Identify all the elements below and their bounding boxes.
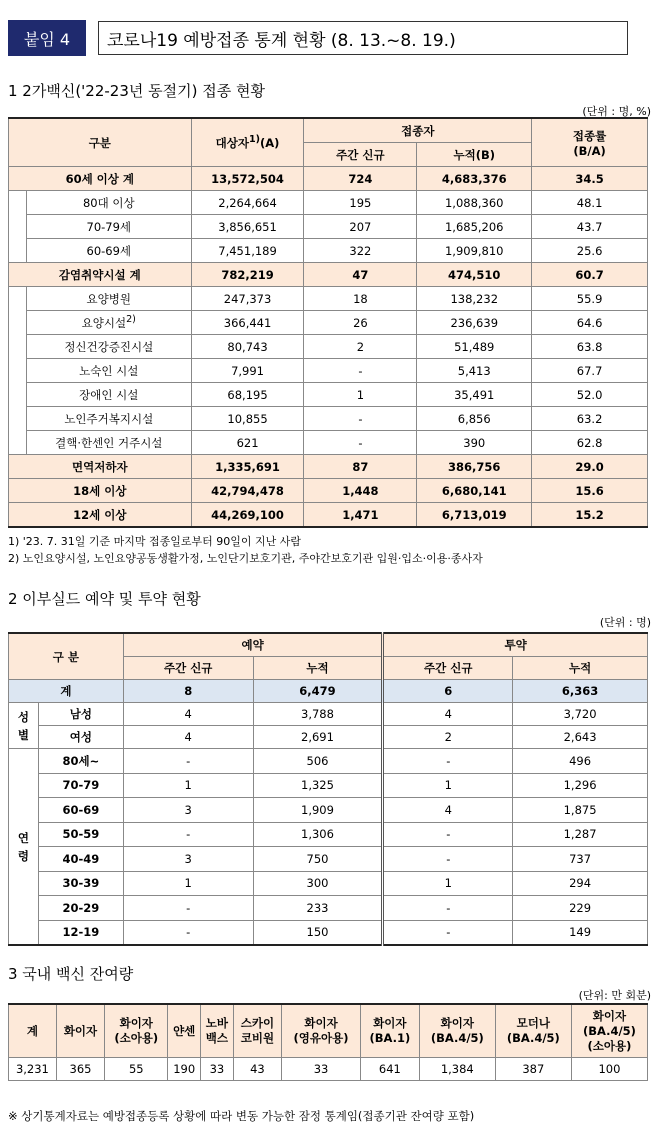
cell-a-cum: 1,287	[513, 822, 648, 847]
cell-rate: 43.7	[532, 215, 648, 239]
indent-cell	[9, 407, 27, 431]
cell-rate: 67.7	[532, 359, 648, 383]
table-row	[9, 798, 648, 823]
cell-a-weekly: -	[383, 896, 513, 921]
cell-weekly: 87	[304, 455, 417, 479]
cell-target: 42,794,478	[191, 479, 304, 503]
cell-r-cum: 506	[253, 749, 383, 774]
table-row	[9, 191, 648, 215]
cell-rate: 63.8	[532, 335, 648, 359]
cell-rate: 48.1	[532, 191, 648, 215]
cell-a-weekly: 4	[383, 798, 513, 823]
cell-a-weekly: -	[383, 749, 513, 774]
cell-target: 10,855	[191, 407, 304, 431]
cell-cum: 5,413	[417, 359, 532, 383]
cell-target: 13,572,504	[191, 167, 304, 191]
cell-r-weekly: -	[123, 749, 253, 774]
section3-unit: (단위: 만 회분)	[578, 989, 651, 1002]
cell-a-weekly: -	[383, 847, 513, 872]
cell-target: 782,219	[191, 263, 304, 287]
indent-cell	[9, 383, 27, 407]
section1-notes	[8, 533, 483, 567]
table-row	[9, 703, 648, 726]
row-label: 20-29	[38, 896, 123, 921]
cell-r-cum: 6,479	[253, 680, 383, 703]
cell-cum: 390	[417, 431, 532, 455]
table-row	[9, 239, 648, 263]
cell-rate: 63.2	[532, 407, 648, 431]
note-2: 2) 노인요양시설, 노인요양공동생활가정, 노인단기보호기관, 주야간보호기관 입원·입소·이용·종사자	[8, 552, 483, 565]
cell-cum: 138,232	[417, 287, 532, 311]
cell-weekly: 1,448	[304, 479, 417, 503]
cell-cum: 35,491	[417, 383, 532, 407]
cell-rate: 15.2	[532, 503, 648, 528]
table-row	[9, 822, 648, 847]
stock-value: 43	[233, 1058, 281, 1081]
cell-rate: 52.0	[532, 383, 648, 407]
cell-r-cum: 2,691	[253, 726, 383, 749]
cell-weekly: 2	[304, 335, 417, 359]
cell-cum: 51,489	[417, 335, 532, 359]
stock-header: 얀센	[168, 1004, 201, 1058]
cell-r-cum: 233	[253, 896, 383, 921]
table-row	[9, 359, 648, 383]
cell-target: 7,451,189	[191, 239, 304, 263]
cell-weekly: 322	[304, 239, 417, 263]
row-label: 70-79세	[26, 215, 191, 239]
cell-a-cum: 2,643	[513, 726, 648, 749]
stock-value: 190	[168, 1058, 201, 1081]
cell-a-cum: 294	[513, 871, 648, 896]
row-label: 60-69세	[26, 239, 191, 263]
cell-r-cum: 150	[253, 920, 383, 945]
cell-r-weekly: 1	[123, 871, 253, 896]
row-label: 12-19	[38, 920, 123, 945]
stock-header: 화이자	[56, 1004, 104, 1058]
cell-cum: 6,713,019	[417, 503, 532, 528]
cell-r-cum: 300	[253, 871, 383, 896]
cell-weekly: -	[304, 431, 417, 455]
cell-weekly: 26	[304, 311, 417, 335]
section1-unit: (단위 : 명, %)	[582, 105, 651, 118]
table-row	[9, 215, 648, 239]
table-row	[9, 407, 648, 431]
table-row	[9, 503, 648, 528]
stock-header: 화이자 (BA.4/5) (소아용)	[571, 1004, 647, 1058]
stock-value: 33	[282, 1058, 361, 1081]
cell-weekly: 47	[304, 263, 417, 287]
table-row	[9, 847, 648, 872]
row-label: 40-49	[38, 847, 123, 872]
cell-a-weekly: 1	[383, 871, 513, 896]
table-row	[9, 383, 648, 407]
row-label: 감염취약시설 계	[9, 263, 192, 287]
table-row	[9, 263, 648, 287]
page-title: 코로나19 예방접종 통계 현황 (8. 13.~8. 19.)	[98, 21, 628, 55]
cell-weekly: 724	[304, 167, 417, 191]
cell-target: 2,264,664	[191, 191, 304, 215]
cell-r-cum: 3,788	[253, 703, 383, 726]
row-label: 계	[9, 680, 124, 703]
row-label: 60-69	[38, 798, 123, 823]
sex-group-label: 성 별	[9, 703, 39, 749]
stock-value: 55	[105, 1058, 168, 1081]
cell-r-cum: 1,909	[253, 798, 383, 823]
cell-a-weekly: -	[383, 822, 513, 847]
cell-r-weekly: 4	[123, 726, 253, 749]
table-row	[9, 773, 648, 798]
header-administration: 투약	[383, 633, 648, 657]
cell-weekly: 1,471	[304, 503, 417, 528]
header-admin-cum: 누적	[513, 657, 648, 680]
header-vaccinated: 접종자	[304, 118, 532, 143]
stock-value: 641	[360, 1058, 419, 1081]
cell-r-weekly: 1	[123, 773, 253, 798]
stock-value: 387	[495, 1058, 571, 1081]
vaccine-stock-table	[8, 1003, 648, 1081]
table-row	[9, 167, 648, 191]
cell-rate: 25.6	[532, 239, 648, 263]
cell-weekly: 1	[304, 383, 417, 407]
cell-target: 621	[191, 431, 304, 455]
cell-cum: 1,685,206	[417, 215, 532, 239]
cell-r-weekly: 4	[123, 703, 253, 726]
row-label: 장애인 시설	[26, 383, 191, 407]
stock-header: 모더나 (BA.4/5)	[495, 1004, 571, 1058]
table-row	[9, 749, 648, 774]
row-label: 70-79	[38, 773, 123, 798]
cell-cum: 6,856	[417, 407, 532, 431]
stock-value: 1,384	[419, 1058, 495, 1081]
table-row	[9, 479, 648, 503]
cell-a-weekly: 1	[383, 773, 513, 798]
indent-cell	[9, 239, 27, 263]
row-label: 60세 이상 계	[9, 167, 192, 191]
cell-cum: 1,088,360	[417, 191, 532, 215]
stock-header: 화이자 (소아용)	[105, 1004, 168, 1058]
row-label: 정신건강증진시설	[26, 335, 191, 359]
row-label: 남성	[38, 703, 123, 726]
stock-header: 노바 백스	[201, 1004, 234, 1058]
cell-r-cum: 1,325	[253, 773, 383, 798]
note-1: 1) '23. 7. 31일 기준 마지막 접종일로부터 90일이 지난 사람	[8, 535, 302, 548]
cell-r-weekly: 3	[123, 798, 253, 823]
indent-cell	[9, 359, 27, 383]
cell-r-cum: 750	[253, 847, 383, 872]
cell-a-weekly: 2	[383, 726, 513, 749]
cell-a-cum: 3,720	[513, 703, 648, 726]
section2-title: 2 이부실드 예약 및 투약 현황	[8, 590, 201, 608]
table-row	[9, 455, 648, 479]
row-label: 결핵·한센인 거주시설	[26, 431, 191, 455]
table-row	[9, 287, 648, 311]
stock-header: 계	[9, 1004, 57, 1058]
row-label: 요양병원	[26, 287, 191, 311]
cell-cum: 474,510	[417, 263, 532, 287]
cell-a-cum: 1,875	[513, 798, 648, 823]
cell-cum: 1,909,810	[417, 239, 532, 263]
cell-rate: 15.6	[532, 479, 648, 503]
total-row	[9, 680, 648, 703]
header-group: 구 분	[9, 633, 124, 680]
stock-value: 365	[56, 1058, 104, 1081]
stock-header: 화이자 (영유아용)	[282, 1004, 361, 1058]
header-resv-cum: 누적	[253, 657, 383, 680]
cell-rate: 60.7	[532, 263, 648, 287]
cell-target: 68,195	[191, 383, 304, 407]
bivalent-vaccination-table	[8, 117, 648, 528]
indent-cell	[9, 287, 27, 311]
header-resv-weekly: 주간 신규	[123, 657, 253, 680]
cell-a-cum: 1,296	[513, 773, 648, 798]
table-row	[9, 311, 648, 335]
cell-r-weekly: -	[123, 920, 253, 945]
row-label: 80대 이상	[26, 191, 191, 215]
cell-r-weekly: -	[123, 822, 253, 847]
cell-target: 366,441	[191, 311, 304, 335]
cell-r-weekly: -	[123, 896, 253, 921]
cell-weekly: -	[304, 359, 417, 383]
stock-header: 화이자 (BA.1)	[360, 1004, 419, 1058]
row-label: 노인주거복지시설	[26, 407, 191, 431]
row-label: 12세 이상	[9, 503, 192, 528]
indent-cell	[9, 311, 27, 335]
cell-r-weekly: 3	[123, 847, 253, 872]
evusheld-table	[8, 632, 648, 946]
header-admin-weekly: 주간 신규	[383, 657, 513, 680]
attachment-badge: 붙임 4	[8, 20, 86, 56]
cell-cum: 386,756	[417, 455, 532, 479]
row-label: 요양시설$^{2)}$	[26, 311, 191, 335]
indent-cell	[9, 335, 27, 359]
cell-a-cum: 737	[513, 847, 648, 872]
indent-cell	[9, 431, 27, 455]
table-row	[9, 726, 648, 749]
cell-target: 247,373	[191, 287, 304, 311]
cell-a-cum: 229	[513, 896, 648, 921]
cell-r-cum: 1,306	[253, 822, 383, 847]
cell-a-cum: 6,363	[513, 680, 648, 703]
cell-rate: 34.5	[532, 167, 648, 191]
cell-a-cum: 496	[513, 749, 648, 774]
section1-title: 1 2가백신('22-23년 동절기) 접종 현황	[8, 82, 265, 100]
cell-target: 7,991	[191, 359, 304, 383]
header-reservation: 예약	[123, 633, 383, 657]
page-header	[8, 20, 628, 56]
header-group: 구분	[9, 118, 192, 167]
table-row	[9, 871, 648, 896]
cell-target: 44,269,100	[191, 503, 304, 528]
indent-cell	[9, 191, 27, 215]
cell-weekly: 195	[304, 191, 417, 215]
indent-cell	[9, 215, 27, 239]
table-row	[9, 920, 648, 945]
section3-title: 3 국내 백신 잔여량	[8, 965, 134, 983]
table-row	[9, 896, 648, 921]
footer-note: ※ 상기통계자료는 예방접종등록 상황에 따라 변동 가능한 잠정 통계임(접종기관 잔여량 포함)	[8, 1109, 475, 1123]
cell-a-weekly: 6	[383, 680, 513, 703]
cell-target: 3,856,651	[191, 215, 304, 239]
cell-target: 80,743	[191, 335, 304, 359]
cell-rate: 55.9	[532, 287, 648, 311]
cell-a-weekly: -	[383, 920, 513, 945]
cell-r-weekly: 8	[123, 680, 253, 703]
cell-cum: 6,680,141	[417, 479, 532, 503]
cell-rate: 62.8	[532, 431, 648, 455]
cell-weekly: 207	[304, 215, 417, 239]
cell-target: 1,335,691	[191, 455, 304, 479]
stock-value: 100	[571, 1058, 647, 1081]
cell-weekly: 18	[304, 287, 417, 311]
cell-rate: 64.6	[532, 311, 648, 335]
stock-header: 스카이 코비원	[233, 1004, 281, 1058]
header-weekly: 주간 신규	[304, 143, 417, 167]
section2-unit: (단위 : 명)	[599, 616, 651, 629]
row-label: 80세~	[38, 749, 123, 774]
cell-cum: 236,639	[417, 311, 532, 335]
age-group-label: 연 령	[9, 749, 39, 946]
header-target: 대상자$^{1)}$(A)	[191, 118, 304, 167]
table-row	[9, 431, 648, 455]
row-label: 여성	[38, 726, 123, 749]
row-label: 30-39	[38, 871, 123, 896]
cell-cum: 4,683,376	[417, 167, 532, 191]
row-label: 노숙인 시설	[26, 359, 191, 383]
row-label: 18세 이상	[9, 479, 192, 503]
table-row	[9, 335, 648, 359]
header-rate: 접종률 (B/A)	[532, 118, 648, 167]
stock-value: 3,231	[9, 1058, 57, 1081]
row-label: 면역저하자	[9, 455, 192, 479]
stock-value: 33	[201, 1058, 234, 1081]
stock-header: 화이자 (BA.4/5)	[419, 1004, 495, 1058]
cell-weekly: -	[304, 407, 417, 431]
cell-a-cum: 149	[513, 920, 648, 945]
header-cumulative: 누적(B)	[417, 143, 532, 167]
cell-rate: 29.0	[532, 455, 648, 479]
cell-a-weekly: 4	[383, 703, 513, 726]
row-label: 50-59	[38, 822, 123, 847]
